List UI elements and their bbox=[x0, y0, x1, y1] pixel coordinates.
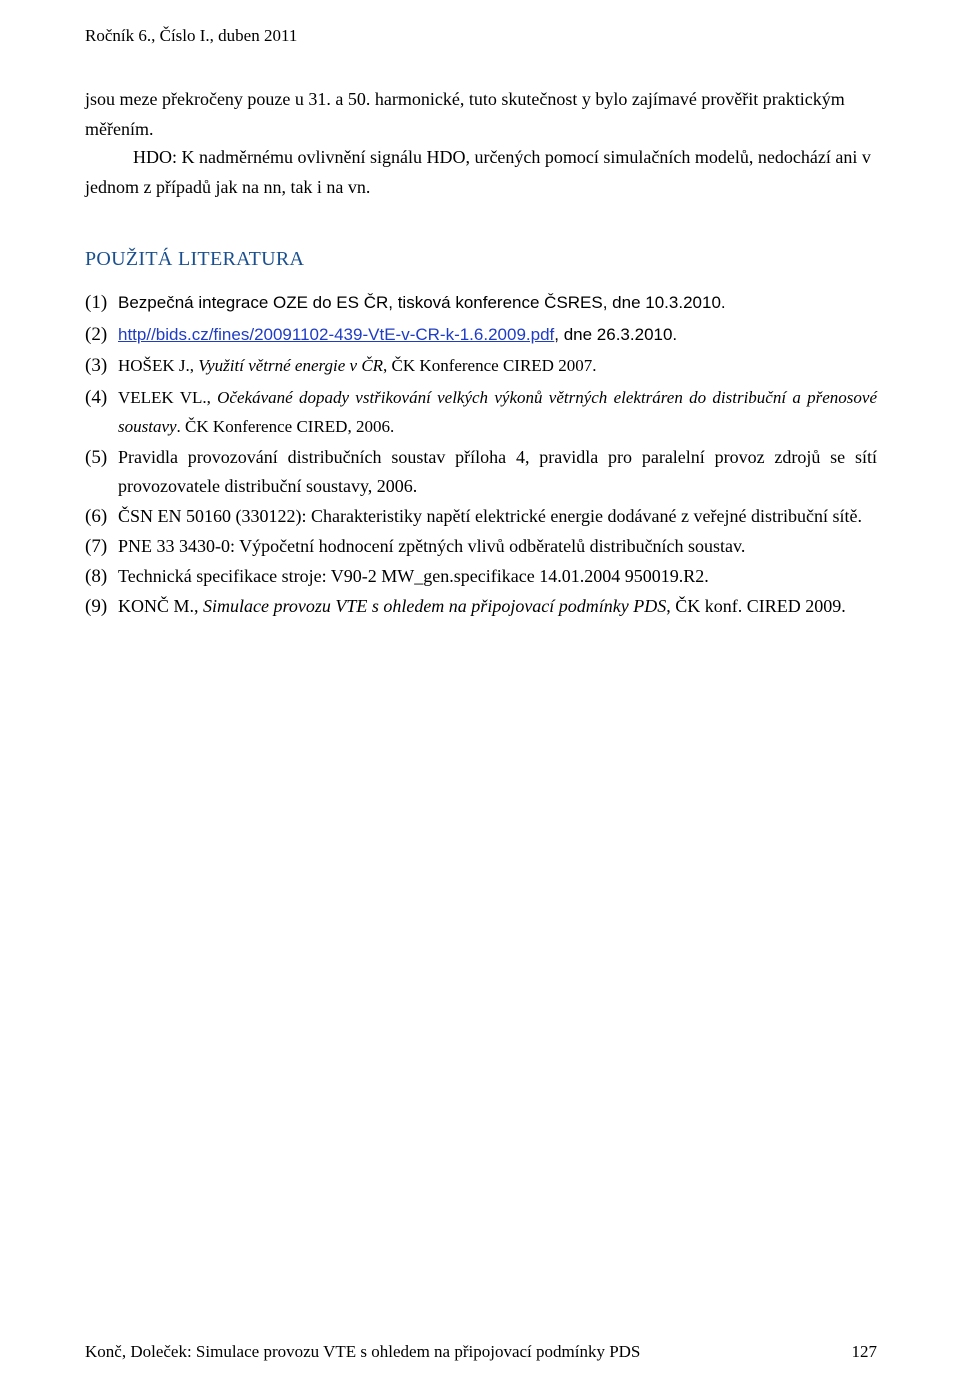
reference-authors: HOŠEK J. bbox=[118, 356, 190, 375]
reference-number: (6) bbox=[85, 506, 108, 527]
reference-number: (9) bbox=[85, 596, 108, 617]
reference-item-4: (4) VELEK VL., Očekávané dopady vstřikování velkých výkonů větrných elektráren do distribuční a přenosové soustavy. ČK Konference CIRED, 2006. bbox=[85, 383, 877, 441]
reference-authors: KONČ M. bbox=[118, 596, 195, 616]
reference-text: Pravidla provozování distribučních soustav příloha 4, pravidla pro paralelní provoz zdrojů se sítí provozovatele distribuční soustavy, 2006. bbox=[118, 447, 877, 496]
reference-number: (2) bbox=[85, 324, 108, 345]
reference-title: Simulace provozu VTE s ohledem na připojovací podmínky PDS bbox=[203, 596, 667, 616]
reference-item-7 bbox=[85, 532, 877, 561]
reference-item-6 bbox=[85, 502, 877, 531]
running-header: Ročník 6., Číslo I., duben 2011 bbox=[85, 26, 298, 45]
reference-number: (1) bbox=[85, 292, 108, 313]
reference-item-1 bbox=[85, 288, 877, 317]
reference-text: Technická specifikace stroje: V90-2 MW_gen.specifikace 14.01.2004 950019.R2. bbox=[118, 566, 709, 586]
body-paragraph-1: jsou meze překročeny pouze u 31. a 50. harmonické, tuto skutečnost y bylo zajímavé prověřit praktickým měřením. bbox=[85, 89, 845, 139]
reference-text: PNE 33 3430-0: Výpočetní hodnocení zpětných vlivů odběratelů distribučních soustav. bbox=[118, 536, 746, 556]
reference-item-9: (9) KONČ M., Simulace provozu VTE s ohledem na připojovací podmínky PDS, ČK konf. CIRED 2009. bbox=[85, 592, 877, 621]
reference-link[interactable]: http//bids.cz/fines/20091102-439-VtE-v-CR-k-1.6.2009.pdf bbox=[118, 325, 555, 344]
reference-title: Využití větrné energie v ČR bbox=[198, 356, 384, 375]
page-number: 127 bbox=[851, 1342, 877, 1361]
reference-text: Bezpečná integrace OZE do ES ČR, tisková konference ČSRES, dne 10.3.2010. bbox=[118, 293, 726, 312]
reference-number: (8) bbox=[85, 566, 108, 587]
reference-number: (5) bbox=[85, 447, 108, 468]
reference-title: Očekávané dopady vstřikování velkých výkonů větrných elektráren do distribuční a přenosové soustavy bbox=[118, 388, 878, 436]
reference-text-after: , dne 26.3.2010. bbox=[554, 325, 678, 344]
reference-list bbox=[85, 288, 877, 621]
body-paragraph-2: HDO: K nadměrnému ovlivnění signálu HDO, určených pomocí simulačních modelů, nedochází ani v jednom z případů jak na nn, tak i na vn. bbox=[85, 147, 871, 197]
reference-text-after: , ČK konf. CIRED 2009. bbox=[666, 596, 846, 616]
reference-authors: VELEK VL. bbox=[118, 388, 207, 407]
reference-number: (3) bbox=[85, 355, 108, 376]
reference-item-2 bbox=[85, 320, 877, 349]
reference-item-8 bbox=[85, 562, 877, 591]
running-footer: Konč, Dolеček: Simulace provozu VTE s ohledem na připojovací podmínky PDS bbox=[85, 1342, 641, 1361]
references-heading: POUŽITÁ LITERATURA bbox=[85, 248, 305, 270]
reference-number: (4) bbox=[85, 387, 108, 408]
reference-text: ČSN EN 50160 (330122): Charakteristiky napětí elektrické energie dodávané z veřejné distribuční sítě. bbox=[118, 506, 862, 526]
reference-text-after: , ČK Konference CIRED 2007. bbox=[383, 356, 597, 375]
reference-text-after: . ČK Konference CIRED, 2006. bbox=[176, 417, 395, 436]
reference-number: (7) bbox=[85, 536, 108, 557]
reference-item-5 bbox=[85, 443, 877, 501]
reference-item-3: (3) HOŠEK J., Využití větrné energie v ČR, ČK Konference CIRED 2007. bbox=[85, 351, 877, 380]
